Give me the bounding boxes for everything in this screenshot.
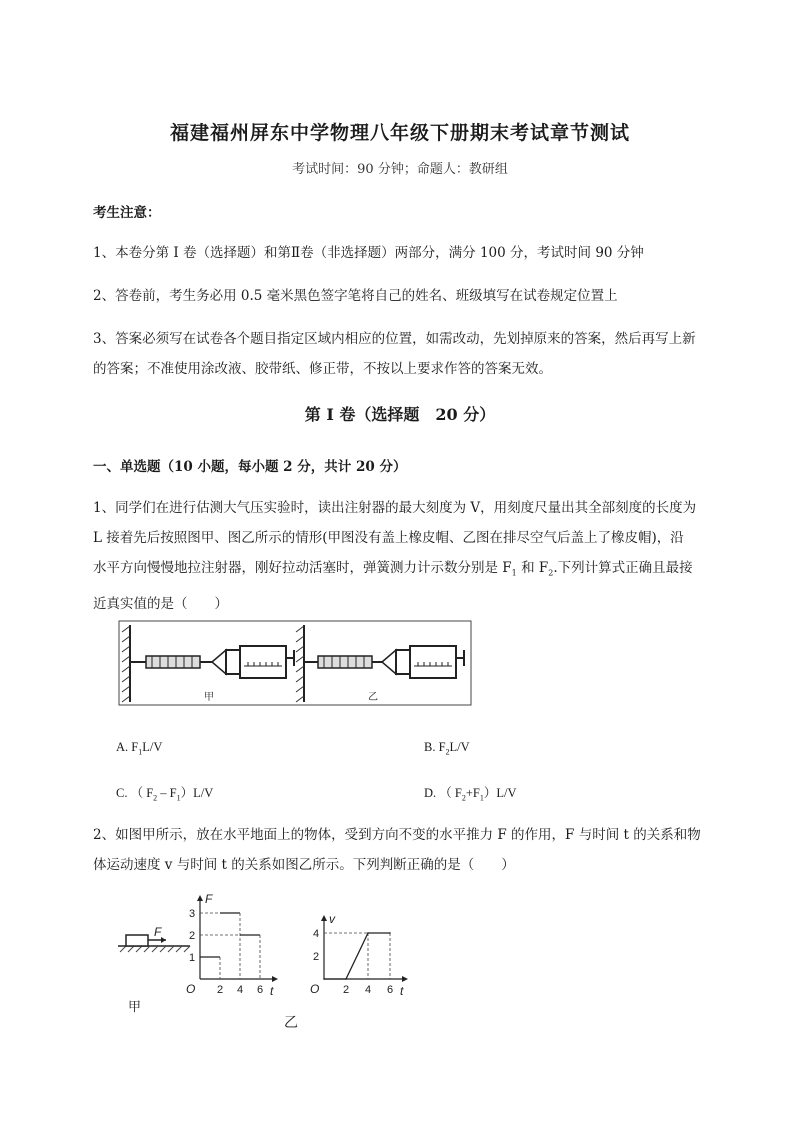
block (126, 935, 148, 946)
syringe-figure (118, 620, 478, 710)
question-line: 1、同学们在进行估测大气压实验时，读出注射器的最大刻度为 V，用刻度尺量出其全部刻度的长度为 (93, 500, 697, 516)
y-tick-label: 1 (189, 952, 196, 964)
data-point (323, 978, 325, 980)
x-tick-label: 2 (217, 984, 224, 996)
x-axis-arrow (402, 976, 408, 982)
question-line: 近真实值的是（ ） (93, 595, 228, 612)
option-b[interactable] (424, 740, 470, 757)
question-2 (93, 820, 753, 880)
data-line (324, 933, 390, 979)
origin-label: O (186, 982, 196, 996)
question-text: 水平方向慢慢地拉注射器，刚好拉动活塞时，弹簧测力计示数分别是 F (93, 560, 512, 576)
option-text: D. （ F (424, 786, 462, 800)
origin-label: O (310, 982, 320, 996)
option-text: L/V (449, 740, 470, 754)
option-a[interactable] (116, 740, 162, 757)
subscript: 2 (548, 568, 554, 578)
y-axis-label: F (205, 893, 213, 906)
question-line: L 接着先后按照图甲、图乙所示的情形(甲图没有盖上橡皮帽、乙图在排尽空气后盖上了橡皮帽)，沿 (93, 530, 684, 546)
x-tick-label: 6 (387, 984, 394, 996)
option-text: – F (157, 786, 177, 800)
question-1 (93, 493, 753, 619)
y-axis-arrow (197, 895, 203, 901)
notice-item: 2、答卷前，考生务必用 0.5 毫米黑色签字笔将自己的姓名、班级填写在试卷规定位置上 (93, 288, 618, 304)
exam-info: 考试时间：90 分钟；命题人：教研组 (292, 162, 508, 177)
x-tick-label: 4 (365, 984, 372, 996)
option-text: C. （ F (116, 786, 154, 800)
y-tick-label: 2 (313, 951, 320, 963)
x-tick-label: 2 (343, 984, 350, 996)
figure-label: 甲 (128, 999, 142, 1014)
x-tick-label: 6 (257, 984, 264, 996)
notice-item: 1、本卷分第 I 卷（选择题）和第Ⅱ卷（非选择题）两部分，满分 100 分，考试时间 90 分钟 (93, 245, 644, 261)
subscript: 2 (461, 793, 466, 803)
data-point (389, 932, 391, 934)
option-text: B. F (424, 740, 446, 754)
question-line: 体运动速度 v 与时间 t 的关系如图乙所示。下列判断正确的是（ ） (93, 857, 515, 873)
option-d[interactable] (424, 783, 517, 803)
notice-item: 3、答案必须写在试卷各个题目指定区域内相应的位置，如需改动，先划掉原来的答案，然后再写上新的答案；不准使用涂改液、胶带纸、修正带，不按以上要求作答的答案无效。 (93, 331, 696, 377)
figure-label: 甲 (204, 692, 214, 703)
velocity-time-chart (310, 912, 408, 998)
x-axis-label: t (400, 984, 404, 998)
x-tick-label: 4 (237, 984, 244, 996)
option-text: +F (465, 786, 480, 800)
figure-label: 乙 (284, 1014, 298, 1030)
y-axis-arrow (321, 915, 327, 921)
figure-label: 乙 (368, 692, 378, 703)
question-text: .下列计算式正确且最接 (553, 560, 693, 576)
y-axis-label: v (329, 912, 335, 926)
notice-heading: 考生注意： (93, 205, 161, 221)
force-time-chart (186, 893, 278, 998)
option-c[interactable] (116, 783, 213, 803)
data-point (367, 932, 369, 934)
data-point (345, 978, 347, 980)
force-label: F (154, 925, 162, 939)
y-tick-label: 3 (189, 908, 196, 920)
question-text: 和 F (521, 560, 549, 576)
section-title: 第 I 卷（选择题 20 分） (304, 405, 496, 424)
x-axis-arrow (272, 976, 278, 982)
option-text: A. F (116, 740, 139, 754)
subscript: 1 (511, 568, 517, 578)
option-text: L/V (142, 740, 163, 754)
question-line (93, 553, 753, 589)
x-axis-label: t (270, 984, 274, 998)
part-title: 一、单选题（10 小题，每小题 2 分，共计 20 分） (93, 459, 407, 475)
subscript: 2 (153, 793, 158, 803)
subscript: 2 (445, 747, 450, 757)
subscript: 1 (479, 793, 484, 803)
option-text: ）L/V (180, 786, 214, 800)
subscript: 1 (176, 793, 181, 803)
force-velocity-figure (110, 893, 430, 1033)
subscript: 1 (138, 747, 143, 757)
y-tick-label: 2 (189, 930, 196, 942)
page-title: 福建福州屏东中学物理八年级下册期末考试章节测试 (169, 122, 630, 144)
option-text: ）L/V (483, 786, 517, 800)
question-line: 2、如图甲所示，放在水平地面上的物体，受到方向不变的水平推力 F 的作用，F 与时间 t 的关系和物 (93, 827, 701, 843)
y-tick-label: 4 (313, 928, 320, 940)
